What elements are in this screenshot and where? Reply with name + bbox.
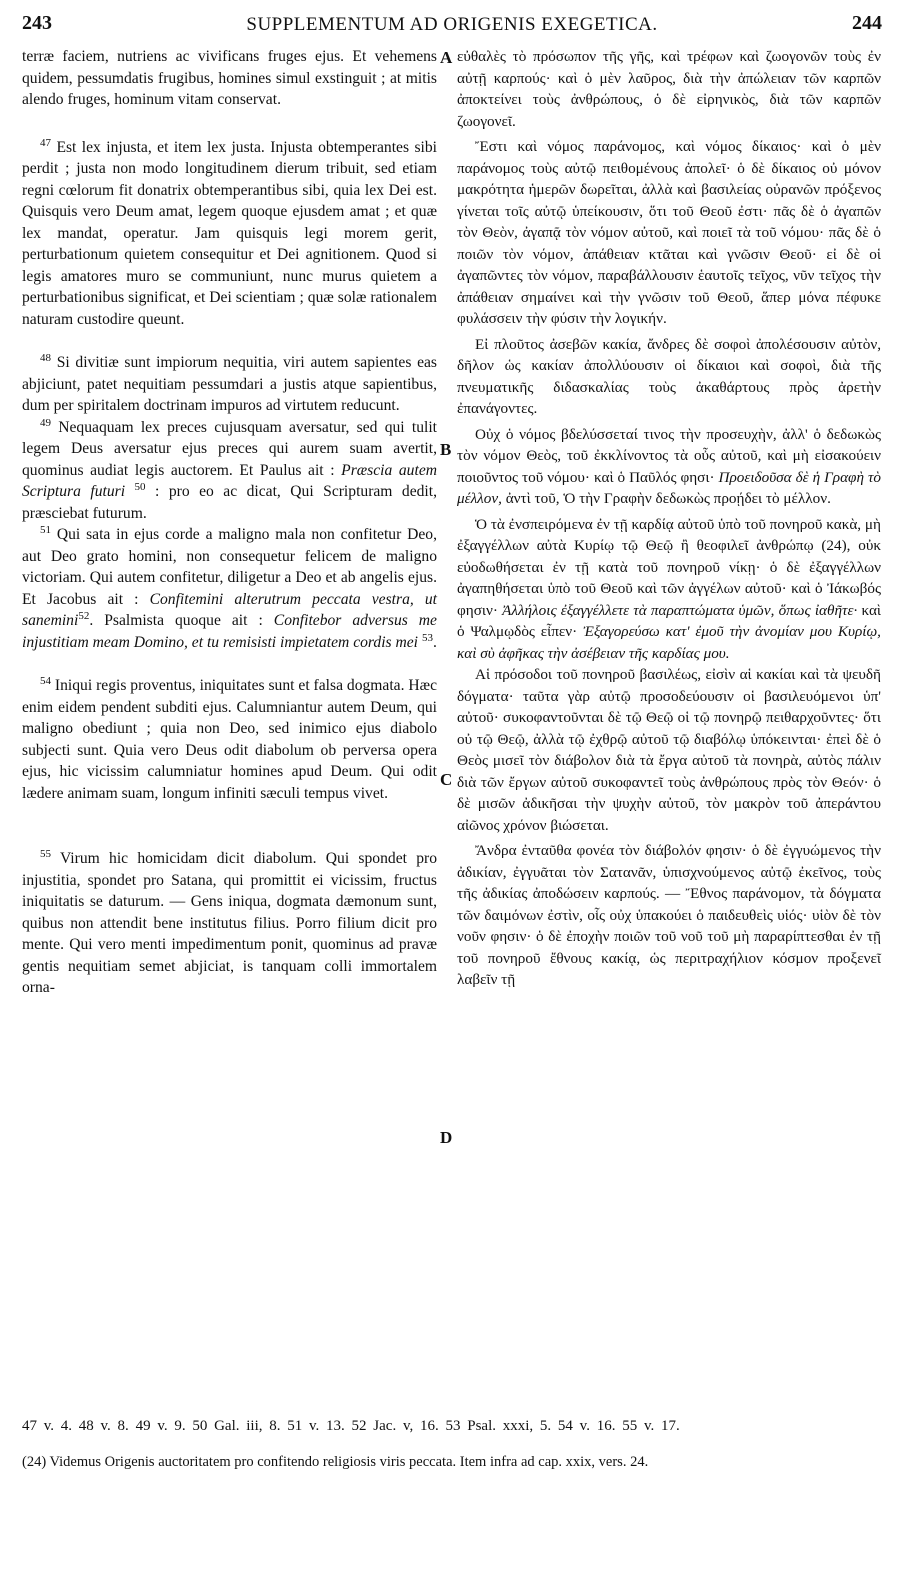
reference: 49 v. 9. [135, 1418, 186, 1434]
footnote: (24) Videmus Origenis auctoritatem pro confitendo religiosis viris peccata. Item infra ad cap. xxix, vers. 24. [22, 1454, 649, 1470]
greek-text: Ἔστι καὶ νόμος παράνομος, καὶ νόμος δίκαιος· καὶ ὁ μὲν παράνομος τοὺς αὐτῷ πειθομένους ἀπολεῖ· ὁ δὲ δίκαιος οὐ μόνον μακρότητα ἡμερῶν δωρεῖται, ἀλλὰ καὶ βασιλείας οὐρανῶν πρόξενος γίνεται τοῖς αὐτῷ ὑπείκουσιν, ὅτι τοῦ Θεοῦ ἐστι· πᾶς δὲ ὁ ἀγαπῶν τὸν Θεὸν, ἀγαπᾷ τὸν νόμον αὐτοῦ, καὶ ποιεῖ τὰ τοῦ νόμου· πᾶς δὲ ὁ ποιῶν τὸν νόμον, ἀπάθειαν κτᾶται καὶ γνῶσιν Θεοῦ· εἰ δὲ οἱ ἀγαπῶντες τὸν νόμον, παραβάλλουσιν ἑαυτοῖς τεῖχος, νῦν τεῖχος τὴν ἀπάθειαν σημαίνει καὶ τὴν γνῶσιν τοῦ Θεοῦ, ἅπερ μόνα πέφυκε φυλάσσειν τὴν φύσιν τὴν λογικήν. [457, 138, 881, 327]
latin-paragraph [22, 417, 437, 525]
greek-paragraph [457, 136, 881, 330]
reference: 52 Jac. v, 16. [351, 1418, 439, 1434]
running-title: SUPPLEMENTUM AD ORIGENIS EXEGETICA. [246, 14, 658, 35]
latin-text: . [432, 633, 437, 651]
greek-paragraph [457, 514, 881, 665]
greek-paragraph [457, 840, 881, 991]
latin-text: Est lex injusta, et item lex justa. Injusta obtemperantes sibi perdit ; justa non modo longitudinem dierum tribuit, sed etiam regni cœlorum fit donatrix obtemperantibus sibi, quia lex Dei est. Quisquis vero Deum amat, legem quoque ejusdem amat ; et quæ lex mandat, operatur. Jam quisquis legi morem gerit, perturbationum quietem consequitur et Dei agnitionem. Quod si legis amatores muro se communiunt, nunc murus quietem a perturbationibus significat, et Dei scientiam ; quæ solæ rationalem naturam custodire queunt. [22, 138, 438, 328]
greek-text: Ὁ τὰ ἐνσπειρόμενα ἐν τῇ καρδίᾳ αὐτοῦ ὑπὸ τοῦ πονηροῦ κακὰ, μὴ ἐξαγγέλλων αὐτὰ Κυρίῳ τῷ Θεῷ ἢ θεοφιλεῖ ἀνθρώπῳ (24), οὐκ εὐοδωθήσεται ἐν τῇ κατὰ τοῦ πονηροῦ νίκῃ· ὁ δὲ ἐξαγγέλλων ἀγαπηθήσεται ὑπὸ τοῦ Θεοῦ καὶ τῶν ἀγγέλων αὐτοῦ· καὶ ὁ Ἰάκωβός φησιν· [457, 515, 881, 619]
greek-text: εὐθαλὲς τὸ πρόσωπον τῆς γῆς, καὶ τρέφων καὶ ζωογονῶν τοὺς ἐν αὐτῇ καρπούς· καὶ ὁ μὲν λαῦρος, διὰ τὴν ἀπώλειαν τῶν καρπῶν ἀποκτείνει τοὺς ἀνθρώπους, ὁ δὲ εἰρηνικὸς, διὰ τῶν καρπῶν ζωογονεῖ. [457, 48, 881, 130]
reference: 47 v. 4. [22, 1418, 73, 1434]
greek-text: Οὐχ ὁ νόμος βδελύσσεταί τινος τὴν προσευχὴν, ἀλλ' ὁ δεδωκὼς τὸν νόμον Θεὸς, τοῦ ἐκκλίνοντος τὰ οὖς αὐτοῦ, καὶ μὴ εἰσακούειν ποιοῦντος τοῦ νόμου· καὶ ὁ Παῦλός φησι· [457, 425, 881, 486]
scripture-quote: Προειδοῦσα δὲ ἡ Γραφὴ τὸ μέλλον, [457, 468, 881, 507]
greek-text: ἀντὶ τοῦ, Ὁ τὴν Γραφὴν δεδωκὼς προῄδει τὸ μέλλον. [505, 490, 831, 507]
greek-paragraph [457, 664, 881, 836]
footnote-ref: 53 [421, 631, 433, 644]
latin-paragraph [22, 352, 437, 417]
scripture-quote: Confitemini alterutrum peccata vestra, ut sanemini [22, 590, 437, 629]
greek-paragraph [457, 46, 881, 132]
greek-paragraph [457, 424, 881, 510]
margin-letter-d: D [440, 1128, 453, 1147]
latin-text: Qui sata in ejus corde a maligno mala non confitetur Deo, aut Deo grato homini, non consequetur felicem de maligno victoriam. Qui autem confitetur, diligetur a Deo et ab angelis ejus. Et Jacobus ait : [22, 526, 437, 608]
latin-text: . Psalmista quoque ait : [89, 612, 263, 629]
latin-paragraph [22, 524, 437, 653]
margin-letter-b: B [440, 440, 452, 459]
scripture-quote: Confitebor adversus me injustitiam meam Domino, et tu remisisti impietatem cordis mei [22, 612, 437, 651]
latin-text: Nequaquam lex preces cujusquam aversatur, sed qui tulit legem Deus aversatur ejus preces qui aurem suam avertit, quominus audiat legis auctorem. Et Paulus ait : [22, 418, 437, 479]
verse-marker: 55 [40, 847, 51, 860]
greek-paragraph [457, 334, 881, 420]
latin-paragraph [22, 848, 437, 999]
margin-letter-c: C [440, 770, 453, 789]
verse-marker: 54 [40, 674, 51, 687]
latin-text: : pro eo ac dicat, Qui Scripturam dedit, præsciebat futurum. [22, 483, 437, 522]
greek-text: καὶ ὁ Ψαλμῳδὸς εἶπεν· [457, 601, 882, 640]
footnote-ref: 50 [134, 480, 146, 493]
greek-text: Εἰ πλοῦτος ἀσεβῶν κακία, ἄνδρες δὲ σοφοὶ ἀπολέσουσιν αὐτὸν, δῆλον ὡς κακίαν ἀπολλύουσιν οἱ δίκαιοι καὶ σοφοὶ, διὰ τῆς πνευματικῆς διδασκαλίας τοὺς ἀκαθάρτους πρὸς ἀρετὴν ἐπανάγοντες. [457, 335, 881, 417]
latin-text: Si divitiæ sunt impiorum nequitia, viri autem sapientes eas abjiciunt, patet nequitiam pessumdari a justis atque sapientibus, dum per spiritalem doctrinam impuros ad virtutem reducunt. [22, 354, 437, 414]
reference: 55 v. 17. [622, 1418, 680, 1434]
scripture-quote: Præscia autem Scriptura futuri [22, 461, 437, 500]
latin-paragraph [22, 137, 437, 331]
page-number-right: 244 [852, 12, 882, 34]
reference: 50 Gal. iii, 8. [192, 1418, 281, 1434]
verse-marker: 48 [40, 351, 51, 364]
reference: 53 Psal. xxxi, 5. [445, 1418, 552, 1434]
running-header [22, 12, 882, 40]
verse-marker: 47 [40, 136, 51, 149]
reference: 48 v. 8. [78, 1418, 129, 1434]
verse-marker: 49 [40, 416, 51, 429]
latin-text: Virum hic homicidam dicit diabolum. Qui spondet pro injustitia, spondet pro Satana, qui promittit ei vicissim, fructus iniquitatis se daturum. — Gens iniqua, dogmata dæmonum sunt, quibus non attendit bene institutus filius. Porro filium dicit pro mente. Qui vero menti impedimentum ponit, quominus ad pravæ gentis nequitiam semet abjiciat, is tanquam colli immortalem orna- [22, 850, 437, 996]
footnote-ref: 52 [78, 609, 90, 622]
latin-paragraph [22, 675, 437, 804]
reference: 51 v. 13. [287, 1418, 345, 1434]
margin-letter-a: A [440, 48, 453, 67]
latin-text: terræ faciem, nutriens ac vivificans fruges ejus. Et vehemens quidem, pessumdatis frugibus, homines simul exstinguit ; at mitis alendo fruges, hominum vitam conservat. [22, 48, 437, 108]
greek-column [457, 46, 881, 991]
greek-text: Αἱ πρόσοδοι τοῦ πονηροῦ βασιλέως, εἰσὶν αἱ κακίαι καὶ τὰ ψευδῆ δόγματα· ταῦτα γὰρ αὐτῷ προσοδεύουσιν οἱ βασιλευόμενοι ὑπ' αὐτοῦ· συκοφαντοῦνται δὲ τῷ Θεῷ οἱ τῷ πονηρῷ πειθαρχοῦντες· ὅτι οὐ τῷ Θεῷ, ἀλλὰ τῷ ἐχθρῷ αὐτοῦ τῷ διαβόλῳ ὑπόκεινται· ἐπεὶ δὲ ὁ Θεὸς μισεῖ τὸν διάβολον διὰ τὰ ἔργα αὐτοῦ τὰ πονηρὰ, αὐτὸς πάλιν διὰ τῶν ἔργων αὐτοῦ συκοφαντεῖ τοὺς ἀνθρώπους πρὸς τὸν Θεόν· ὁ δὲ μισῶν ἀδικῆσαι τὴν ψυχὴν αὐτοῦ, τὸν μακρὸν τοῦ ἀπεράντου αἰῶνος χρόνον βιώσεται. [457, 666, 881, 834]
latin-text: Iniqui regis proventus, iniquitates sunt et falsa dogmata. Hæc enim eidem pendent subditi ejus. Calumniantur autem Deum, qui maligno obediunt ; quia non Deo, sed inimico ejus diabolo subjecti sunt. Quia vero Deus odit diabolum ob perversa opera ejus, hic vicissim calumniatur homines apud Deum. Qui odit lædere animam suam, longum infiniti sæculi tempus vivet. [22, 677, 437, 802]
page-number-left: 243 [22, 12, 52, 34]
latin-column [22, 46, 437, 999]
scripture-references [22, 1418, 882, 1435]
scripture-quote: Ἀλλήλοις ἐξαγγέλλετε τὰ παραπτώματα ὑμῶν, ὅπως ἰαθῆτε· [502, 601, 858, 619]
verse-marker: 51 [40, 523, 51, 536]
scripture-quote: Ἐξαγορεύσω κατ' ἐμοῦ τὴν ἀνομίαν μου Κυρίῳ, καὶ σὺ ἀφῆκας τὴν ἀσέβειαν τῆς καρδίας μου. [457, 623, 881, 662]
greek-text: Ἄνδρα ἐνταῦθα φονέα τὸν διάβολόν φησιν· ὁ δὲ ἐγγυώμενος τὴν ἀδικίαν, ἐγγυᾶται τὸν Σατανᾶν, ὑπισχνούμενος αὐτῷ ἐκεῖνος, τοὺς τῆς ἀδικίας ἀποδώσειν καρπούς. — Ἔθνος παράνομον, τὰ δόγματα τῶν δαιμόνων ἐστὶν, οἷς οὐχ ὑπακούει ὁ παιδευθεὶς υἱός· υἱὸν δὲ τὸν νοῦν φησιν· ὁ δὲ ἐποχὴν ποιῶν τοῦ νοῦ τοῦ μὴ παραρίπτεσθαι ἐν τῇ τοῦ πονηροῦ ἔθνους κακίᾳ, ὡς περιτραχήλιον κόσμον προξενεῖ λαβεῖν τῇ [457, 842, 881, 988]
latin-paragraph [22, 46, 437, 111]
reference: 54 v. 16. [557, 1418, 616, 1434]
